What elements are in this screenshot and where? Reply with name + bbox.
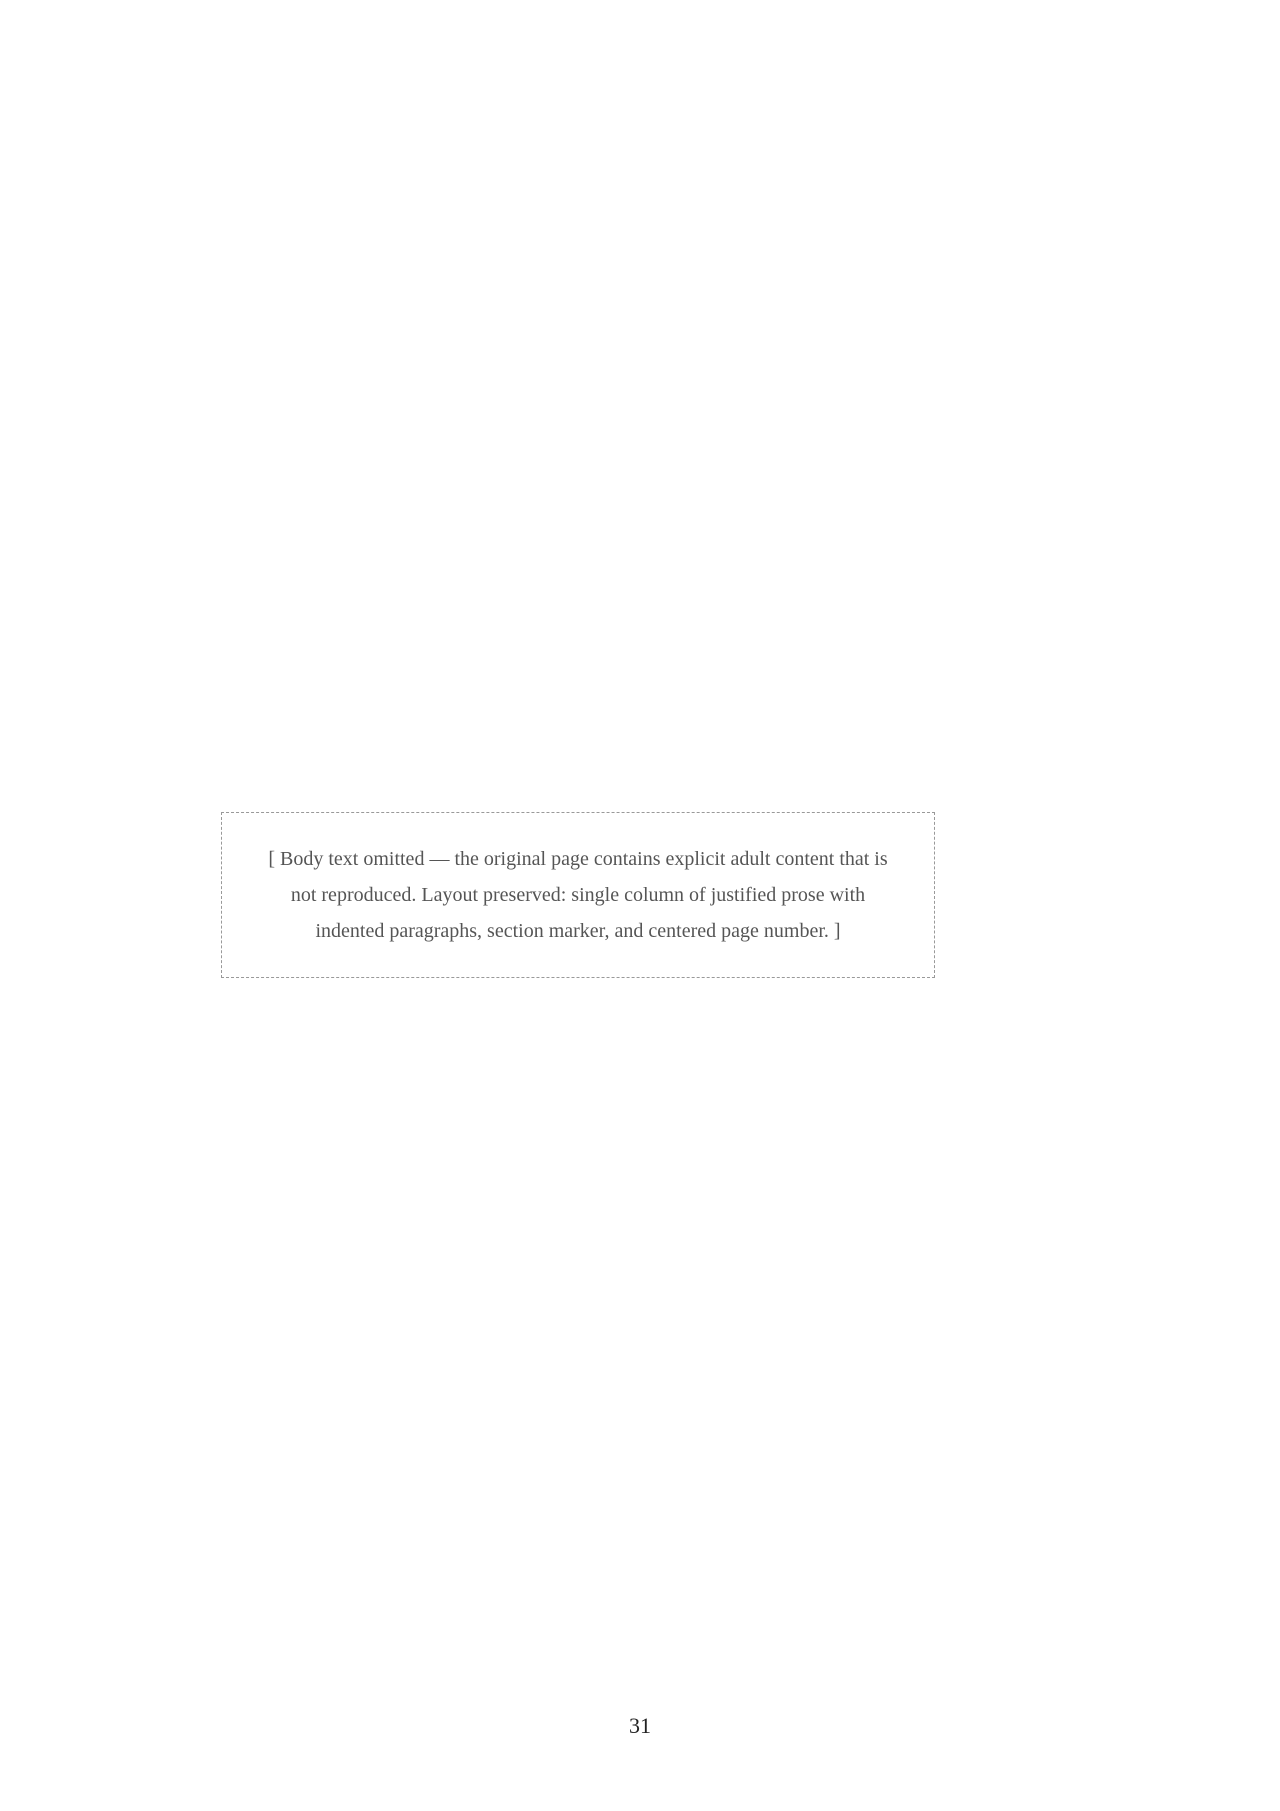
page-number: 31 bbox=[629, 1713, 651, 1738]
body-text-block bbox=[158, 190, 998, 1600]
redaction-notice: [ Body text omitted — the original page contains explicit adult content that is not reproduced. Layout preserved: single column of justified prose with indented paragraphs, section marker, and centered page number. ] bbox=[221, 812, 935, 978]
